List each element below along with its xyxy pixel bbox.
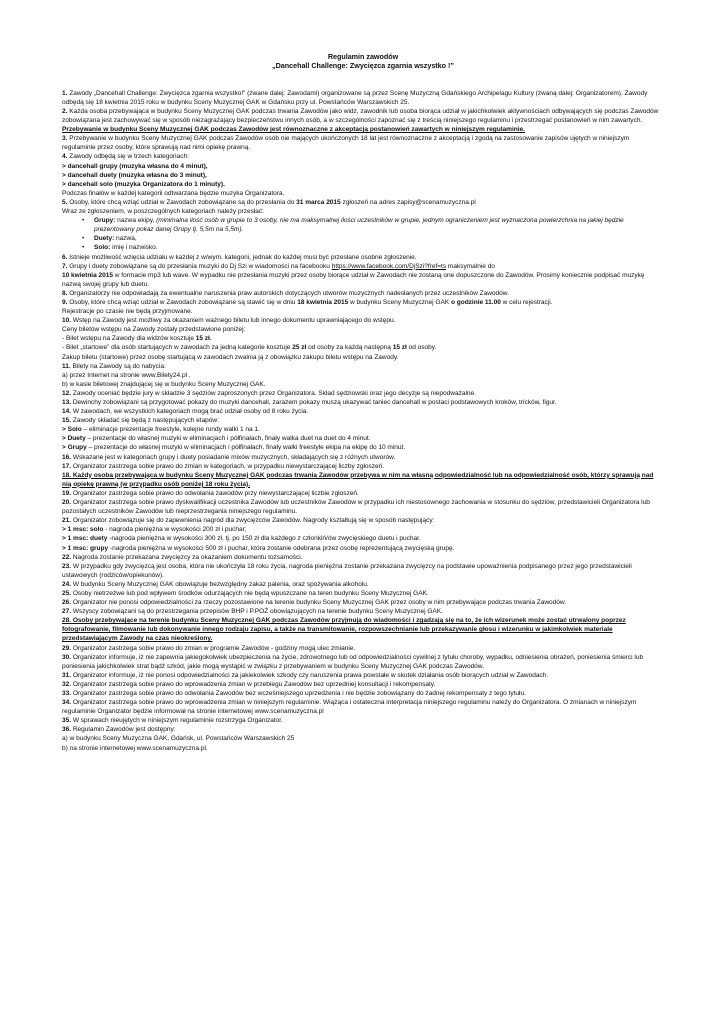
paragraph-text: Zawody „Dancehall Challenge: Zwycięzca zgarnia wszystko!” (zwane dalej: Zawodami) organizowane są przez Scenę Muzyczną Gdańskiego Archipelagu Kultury (zwaną dalej: Organizatorem). Zawody odbędą się 18 kwietnia 2015 roku w budynku Sceny Muzycznej GAK w Gdańsku przy ul. Powstańców Warszawskich 25. [62, 89, 648, 106]
paragraph-6 [62, 253, 664, 262]
paragraph-number: 18. [62, 471, 72, 479]
paragraph-number: 27. [62, 608, 72, 616]
paragraph-text: Osoby, które chcą wziąć udział w Zawodach zobowiązane są stawić się w dniu [67, 298, 298, 306]
paragraph-number: 6. [62, 253, 68, 261]
paragraph-text: Wskazane jest w kategoriach grupy i duety posiadanie mixów muzycznych, składających się z różnych utworów. [71, 453, 396, 461]
bullet-icon: • [82, 235, 85, 243]
application-requirements-list [62, 216, 664, 252]
paragraph-21 [62, 516, 664, 525]
paragraph-12 [62, 389, 664, 398]
prize-solo [62, 525, 664, 534]
application-deadline: 31 marca 2015 [296, 198, 341, 206]
paragraph-number: 13. [62, 399, 72, 406]
ticket-source-box-office: b) w kasie biletowej znajdującej się w budynku Sceny Muzycznej GAK. [62, 380, 266, 388]
paragraph-number: 10. [62, 317, 72, 325]
paragraph-31 [62, 671, 664, 680]
paragraph-15 [62, 416, 664, 425]
paragraph-text: Osoby przebywające na terenie budynku Sceny Muzycznej GAK podczas Zawodów przyjmują do wiadomości i zgadzają się na to, że ich wizerunek może zostać utrwalony poprzez fotografowanie, filmowanie lub dokonywanie innego rodzaju zapisu, a także na transmitowanie, rozpowszechnianie lub przekazywanie głosu i wizerunku w jakimkolwiek materiale przedstawiającym Zawody na czas nieokreślony. [62, 617, 626, 643]
paragraph-text: Każda osoba przebywająca w budynku Sceny Muzycznej GAK podczas trwania Zawodów jako widz, zawodnik lub osoba biorąca udział w jakichkolwiek aktywnościach odbywających się podczas Zawodów zobowiązana jest zachowywać się w sposób niezagrażający bezpieczeństwu innych osób, a w szczególności zapoznać się z treścią niniejszego regulaminu i przestrzegać postanowień w nim zawartych. [62, 108, 659, 125]
paragraph-number: 23. [62, 562, 72, 570]
paragraph-25 [62, 589, 664, 598]
paragraph-number: 9. [62, 298, 68, 306]
ticket-price-viewer [62, 334, 664, 343]
ticket-price-value: 25 zł [292, 344, 307, 352]
prize-label: > 1 msc: solo [62, 526, 104, 534]
paragraph-text: W przypadku gdy zwycięzcą jest osoba, która nie ukończyła 18 roku życia, nagroda pieniężna zostanie przekazana zwycięzcy na podstawie upoważnienia podpisanego przez jego przedstawicieli ustawowych (rodziców/opiekunów). [62, 562, 632, 579]
paragraph-text: Regulamin Zawodów jest dostępny: [71, 726, 176, 734]
paragraph-30 [62, 653, 664, 671]
paragraph-9 [62, 298, 664, 307]
finals-music-note: Podczas finałów w każdej kategorii odtwarzana będzie muzyka Organizatora. [62, 189, 285, 197]
paragraph-text: Zawody składać się będą z następujących etapów: [71, 417, 219, 425]
paragraph-text: w budynku Sceny Muzycznej GAK [348, 298, 451, 306]
paragraph-text: w celu rejestracji. [500, 298, 553, 306]
ticket-price-value: 15 zł. [195, 335, 212, 343]
paragraph-10 [62, 316, 664, 325]
paragraph-text: Wstęp na Zawody jest możliwy za okazaniem ważnego biletu lub innego dokumentu uprawniającego do wstępu. [71, 317, 396, 325]
paragraph-13 [62, 398, 664, 407]
paragraph-number: 28. [62, 617, 72, 625]
music-deadline: 10 kwietnia 2015 [62, 271, 113, 279]
late-registration-note: Rejestracje po czasie nie będą przyjmowane. [62, 308, 193, 316]
paragraph-text: Przebywanie w budynku Sceny Muzycznej GAK podczas Zawodów osób nie mających ukończonych 18 lat jest równoznaczne z akceptacją i zgodą na zastosowanie zapisów ujętych w niniejszym regulaminie przez osoby, które sprawują nad nimi opiekę prawną. [62, 135, 630, 152]
paragraph-23 [62, 562, 664, 580]
stage-label: > Duety [62, 435, 86, 443]
paragraph-5 [62, 198, 664, 207]
ticket-price-text: - Bilet wstępu na Zawody dla widzów kosztuje [62, 335, 196, 343]
paragraph-34 [62, 698, 664, 716]
list-item-text: nazwa ekipy, [115, 217, 157, 225]
stage-solo [62, 425, 664, 434]
ticket-price-starter [62, 343, 664, 352]
list-item-text: nazwa, [114, 235, 137, 243]
prize-duets [62, 534, 664, 543]
paragraph-text: Organizator informuje, iż nie zapewnia jakiegokolwiek ubezpieczenia na życie, zdrowotnego lub od odpowiedzialności cywilnej z tytułu choroby, wypadku, odniesienia obrażeń, poniesienia śmierci lub poniesienia jakichkolwiek strat bądź szkód, jakie mogą wystąpić w związku z przebywaniem w budynku Sceny Muzycznej GAK podczas Zawodów. [62, 653, 644, 670]
category-solo: > dancehall solo (muzyka Organizatora do 1 minuty). [62, 180, 225, 188]
paragraph-2 [62, 107, 664, 134]
paragraph-16 [62, 453, 664, 462]
paragraph-text: Organizator zastrzega sobie prawo dyskwalifikacji uczestnika Zawodów lub uczestników Zawodów w przypadku ich niestosownego zachowania w stosunku do sędziów, przedstawicieli Organizatora lub pozostałych uczestników Zawodów lub nieprzestrzegania niniejszego regulaminu. [62, 499, 650, 516]
list-item-text: imię i nazwisko. [110, 244, 158, 252]
paragraph-22 [62, 553, 664, 562]
prize-label: > 1 msc: grupy [62, 544, 109, 552]
list-item-label: Grupy: [94, 217, 116, 225]
title-spacer [62, 71, 664, 89]
paragraph-text: Nagroda zostanie przekazana zwycięzcy za okazaniem dokumentu tożsamości. [71, 553, 303, 561]
paragraph-36 [62, 725, 664, 734]
paragraph-number: 34. [62, 699, 72, 707]
paragraph-number: 5. [62, 198, 68, 206]
prize-label: > 1 msc: duety [62, 535, 108, 543]
list-item [82, 234, 664, 243]
ticket-price-value: 15 zł [392, 344, 407, 352]
paragraph-text: W zawodach, we wszystkich kategoriach mogą brać udział osoby od 8 roku życia. [71, 408, 309, 416]
paragraph-text: Organizator zastrzega sobie prawo do wprowadzenia zmian w przebiegu Zawodów bez uprzedniej konsultacji i rekompensaty. [71, 680, 436, 688]
paragraph-text: Organizator zastrzega sobie prawo do odwołania zawodów przy niewystarczającej liczbie zgłoszeń. [71, 489, 359, 497]
paragraph-17 [62, 462, 664, 471]
paragraph-number: 11. [62, 362, 71, 370]
prize-groups [62, 544, 664, 553]
paragraph-number: 19. [62, 489, 72, 497]
list-item-label: Solo: [94, 244, 111, 252]
paragraph-35 [62, 716, 664, 725]
ticket-source-online: a) przez Internet na stronie www.Bilety24.pl , [62, 371, 191, 379]
bullet-icon: • [82, 244, 85, 252]
paragraph-33 [62, 689, 664, 698]
paragraph-20 [62, 498, 664, 516]
paragraph-number: 30. [62, 653, 72, 661]
regulations-document [62, 52, 664, 753]
bullet-icon: • [82, 217, 85, 225]
stage-groups [62, 443, 664, 452]
paragraph-number: 22. [62, 553, 72, 561]
paragraph-text: Organizator zobowiązuje się do zapewnienia nagród dla zwycięzców Zawodów. Nagrody kształtują się w sposób następujący: [71, 517, 435, 525]
paragraph-text: Każdy osoba przebywająca w budynku Sceny Muzycznej GAK podczas trwania Zawodów przebywa w nim na własną odpowiedzialność lub na odpowiedzialność osób, którzy sprawują nad nią opiekę prawną (w przypadku osób poniżej 18 roku życia). [62, 471, 654, 488]
paragraph-3 [62, 134, 664, 152]
paragraph-number: 36. [62, 726, 72, 734]
paragraph-26 [62, 598, 664, 607]
paragraph-text: Bilety na Zawody są do nabycia: [70, 362, 166, 370]
paragraph-number: 12. [62, 389, 72, 397]
list-item [82, 243, 664, 252]
paragraph-text: maksymalnie do [446, 262, 495, 270]
document-title: Regulamin zawodów [327, 52, 399, 61]
paragraph-number: 20. [62, 499, 72, 507]
paragraph-number: 3. [62, 135, 68, 143]
paragraph-text: Osoby, które chcą wziąć udział w Zawodach zobowiązane są do przesłania do [67, 198, 297, 206]
paragraph-number: 17. [62, 462, 72, 470]
registration-time: o godzinie 11.00 [450, 298, 501, 306]
prize-text: - nagroda pieniężna w wysokości 200 zł i puchar; [103, 526, 247, 534]
ticket-price-text: - Bilet „startowe” dla osób startujących w zawodach za jedną kategorie kosztuje [62, 344, 293, 352]
paragraph-7 [62, 262, 664, 289]
facebook-link[interactable]: https://www.facebook.com/DjSzi?fref=ts [331, 262, 447, 270]
paragraph-text: Osoby nietrzeźwe lub pod wpływem środków odurzających nie będą wpuszczane na teren budynku Sceny Muzycznej GAK. [71, 589, 429, 597]
paragraph-text: Organizator zastrzega sobie prawo do wprowadzenia zmian w niniejszym regulaminie. Wiążąca i ostateczna interpretacja niniejszego regulaminu należy do Organizatora. O zmianach w niniejszym regulaminie Organizator będzie informował na stronie internetowej www.scenamuzyczna.pl [62, 699, 637, 716]
paragraph-number: 29. [62, 644, 72, 652]
paragraph-number: 1. [62, 89, 68, 97]
paragraph-14 [62, 407, 664, 416]
paragraph-8 [62, 289, 664, 298]
paragraph-number: 21. [62, 517, 72, 525]
paragraph-18 [62, 471, 664, 489]
stage-duets [62, 434, 664, 443]
paragraph-number: 32. [62, 680, 72, 688]
ticket-price-text: od osoby. [406, 344, 437, 352]
paragraph-text: Istnieje możliwość wzięcia udziału w każdej z w/wym. kategorii, jednak do każdej musi być przesłane osobne zgłoszenie. [67, 253, 417, 261]
paragraph-number: 8. [62, 289, 68, 297]
paragraph-text: w formacie mp3 lub wave. W wypadku nie przesłania muzyki przez osoby biorące udział w Zawodach nie zostaną one dopuszczone do Zawodów. Prosimy koniecznie podpisać muzykę nazwą swojej grupy lub duetu. [62, 271, 645, 288]
paragraph-number: 14. [62, 408, 72, 416]
acceptance-clause: Przebywanie w budynku Sceny Muzycznej GAK podczas Zawodów jest równoznaczne z akceptacją postanowień zawartych w niniejszym regulaminie. [62, 126, 525, 134]
paragraph-28 [62, 616, 664, 643]
stage-text: – eliminacje prezentacje freestyle, kolejne rundy walki 1 na 1. [81, 426, 260, 434]
paragraph-text: Organizator zastrzega sobie prawo do zmian w kategoriach, w przypadku niewystarczającej liczby zgłoszeń. [71, 462, 385, 470]
paragraph-number: 33. [62, 690, 72, 697]
list-item [82, 216, 664, 234]
paragraph-number: 15. [62, 417, 72, 425]
application-requirements-intro: Wraz ze zgłoszeniem, w poszczególnych kategoriach należy przesłać: [62, 208, 264, 216]
availability-website: b) na stronie internetowej www.scenamuzyczna.pl. [62, 744, 208, 752]
paragraph-number: 25. [62, 589, 72, 597]
ticket-price-text: od osoby za każdą następną [306, 344, 393, 352]
paragraph-text: zgłoszeń na adres zapisy@scenamuzyczna.pl [340, 198, 476, 206]
paragraph-text: Zawody odbędą się w trzech kategoriach: [67, 153, 189, 161]
document-subtitle: „Dancehall Challenge: Zwycięzca zgarnia wszystko !” [272, 61, 454, 71]
paragraph-4 [62, 152, 664, 161]
paragraph-1 [62, 89, 664, 107]
event-date: 18 kwietnia 2015 [297, 298, 349, 306]
paragraph-text: Organizator zastrzega sobie prawo do zmian w programie Zawodów - godziny mogą ulec zmianie. [71, 644, 356, 652]
paragraph-text: Organizatorzy nie odpowiadają za ewentualne naruszenia praw autorskich dotyczących utworów muzycznych nadesłanych przez uczestników Zawodów. [67, 289, 509, 297]
list-item-label: Duety: [94, 235, 115, 243]
paragraph-number: 35. [62, 717, 72, 725]
paragraph-24 [62, 580, 664, 589]
paragraph-text: W sprawach nieujętych w niniejszym regulaminie rozstrzyga Organizator. [71, 717, 283, 725]
prize-text: -nagroda pieniężna w wysokości 500 zł i puchar, która zostanie odebrana przez osobę reprezentującą zwycięską grupę. [108, 544, 455, 552]
paragraph-number: 4. [62, 153, 68, 161]
category-groups: > dancehall grupy (muzyka własna do 4 minut), [62, 162, 208, 170]
paragraph-number: 26. [62, 599, 72, 607]
paragraph-11 [62, 362, 664, 371]
paragraph-27 [62, 607, 664, 616]
stage-label: > Grupy [62, 444, 87, 452]
paragraph-text: W budynku Sceny Muzycznej GAK obowiązuje bezwzględny zakaz palenia, oraz spożywania alkoholu. [71, 580, 369, 588]
paragraph-19 [62, 489, 664, 498]
ticket-prices-intro: Ceny biletów wstępu na Zawody zostały przedstawione poniżej: [62, 326, 246, 334]
paragraph-text: Zawody oceniać będzie jury w składzie 3 sędziów zaproszonych przez Organizatora. Skład sędziowski oraz jego decyzje są niepodważalne. [71, 389, 476, 397]
starter-ticket-note: Zakup biletu (startowe) przez osobę startującą w zawodach zwalnia ją z obowiązku zakupu biletu wstępu na Zawody. [62, 353, 399, 361]
paragraph-number: 16. [62, 453, 72, 461]
paragraph-text: Grupy i duety zobowiązane są do przesłania muzyki do Dj Szi w wiadomości na facebooku [67, 262, 332, 270]
paragraph-text: Dewinchy zobowiązani są przygotować pokazy do muzyki dancehall, zarazem pokazy muszą ukazywać taniec dancehall w postaci podstawowych kroków, tricków, figur. [71, 399, 557, 406]
list-item-note: (minimalna ilość osób w grupie to 3 osoby, nie ma maksymalnej ilości uczestników w grupie, jednym ograniczeniem jest wyznaczona powierzchnia na jakiej będzie prezentowany pokaz danej Grupy tj. 5,5m na 5,5m). [94, 217, 624, 234]
paragraph-text: Wszyscy zobowiązani są do przestrzegania przepisów BHP i P.POŻ obowiązujących na terenie budynku Sceny Muzycznej GAK. [71, 608, 443, 616]
stage-text: – prezentacje do własnej muzyki w eliminacjach i półfinałach, finały walki freestyle ekipa na ekipę do 10 minut. [86, 444, 406, 452]
stage-label: > Solo [62, 426, 82, 434]
stage-text: – prezentacje do własnej muzyki w eliminacjach i półfinałach, finały walka duet na duet do 4 minut. [85, 435, 371, 443]
paragraph-number: 31. [62, 671, 72, 679]
category-duets: > dancehall duety (muzyka własna do 3 minut), [62, 171, 207, 179]
paragraph-text: Organizator informuje, iż nie ponosi odpowiedzialności za jakiekolwiek szkody czy naruszenia prawa powstałe w skutek działania osób biorących udział w Zawodach. [71, 671, 549, 679]
paragraph-29 [62, 644, 664, 653]
paragraph-number: 2. [62, 108, 68, 115]
paragraph-text: Organizator zastrzega sobie prawo do odwołania Zawodów bez wcześniejszego uprzedzenia i nie będzie zobowiązany do żadnej rekompensaty z tego tytułu. [71, 690, 526, 697]
paragraph-number: 24. [62, 580, 72, 588]
paragraph-text: Organizator nie ponosi odpowiedzialności za rzeczy pozostawione na terenie budynku Sceny Muzycznej GAK przez osoby w nim przebywające podczas trwania Zawodów. [71, 599, 567, 607]
availability-building: a) w budynku Sceny Muzyczna GAK, Gdańsk, ul. Powstańców Warszawskich 25 [62, 735, 295, 743]
paragraph-number: 7. [62, 262, 68, 270]
paragraph-32 [62, 680, 664, 689]
prize-text: -nagroda pieniężna w wysokości 300 zł, tj. po 150 zł dla każdego z członkiń/ów zwycięskiego duetu i puchar. [107, 535, 421, 543]
